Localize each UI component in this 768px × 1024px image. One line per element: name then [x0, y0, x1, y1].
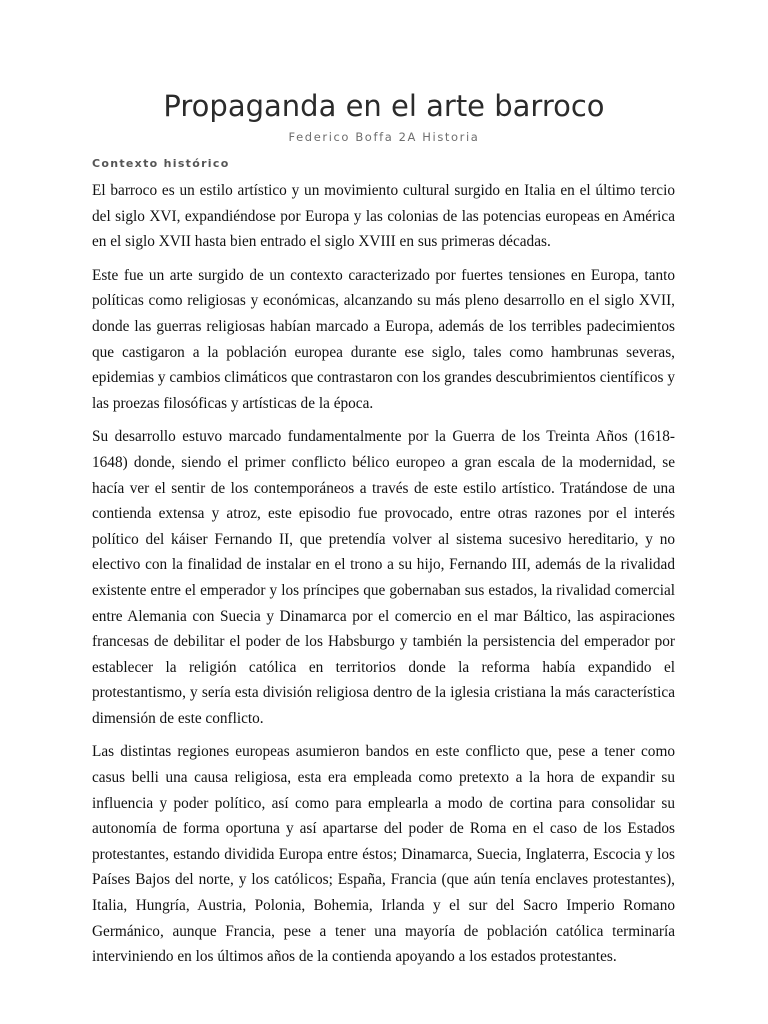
document-title: Propaganda en el arte barroco [163, 89, 605, 123]
section-heading: Contexto histórico [92, 157, 230, 170]
paragraph: Las distintas regiones europeas asumieron bandos en este conflicto que, pese a tener como casus belli una causa religiosa, esta era empleada como pretexto a la hora de expandir su influencia y poder político, así como para emplearla a modo de cortina para consolidar su autonomía de forma oportuna y así apartarse del poder de Roma en el caso de los Estados protestantes, estando dividida Europa entre éstos; Dinamarca, Suecia, Inglaterra, Escocia y los Países Bajos del norte, y los católicos; España, Francia (que aún tenía enclaves protestantes), Italia, Hungría, Austria, Polonia, Bohemia, Irlanda y el sur del Sacro Imperio Romano Germánico, aunque Francia, pese a tener una mayoría de población católica terminaría interviniendo en los últimos años de la contienda apoyando a los estados protestantes. [92, 743, 675, 966]
body-text [92, 178, 675, 978]
paragraph: El barroco es un estilo artístico y un movimiento cultural surgido en Italia en el último tercio del siglo XVI, expandiéndose por Europa y las colonias de las potencias europeas en América en el siglo XVII hasta bien entrado el siglo XVIII en sus primeras décadas. [92, 182, 675, 251]
paragraph: Este fue un arte surgido de un contexto caracterizado por fuertes tensiones en Europa, tanto políticas como religiosas y económicas, alcanzando su más pleno desarrollo en el siglo XVII, donde las guerras religiosas habían marcado a Europa, además de los terribles padecimientos que castigaron a la población europea durante ese siglo, tales como hambrunas severas, epidemias y cambios climáticos que contrastaron con los grandes descubrimientos científicos y las proezas filosóficas y artísticas de la época. [92, 266, 675, 412]
paragraph: Su desarrollo estuvo marcado fundamentalmente por la Guerra de los Treinta Años (1618-1648) donde, siendo el primer conflicto bélico europeo a gran escala de la modernidad, se hacía ver el sentir de los contemporáneos a través de este estilo artístico. Tratándose de una contienda extensa y atroz, este episodio fue provocado, entre otras razones por el interés político del káiser Fernando II, que pretendía volver al sistema sucesivo hereditario, y no electivo con la finalidad de instalar en el trono a su hijo, Fernando III, además de la rivalidad existente entre el emperador y los príncipes que gobernaban sus estados, la rivalidad comercial entre Alemania con Suecia y Dinamarca por el comercio en el mar Báltico, las aspiraciones francesas de debilitar el poder de los Habsburgo y también la persistencia del emperador por establecer la religión católica en territorios donde la reforma había expandido el protestantismo, y sería esta división religiosa dentro de la iglesia cristiana la más característica dimensión de este conflicto. [92, 428, 675, 727]
author-line: Federico Boffa 2A Historia [288, 130, 480, 144]
